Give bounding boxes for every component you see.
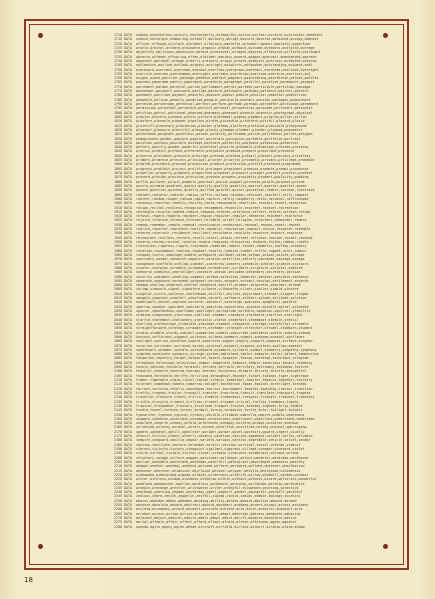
listing-line: 1830 DATA pomegranate,ponder,popcorn,popular,porcelain,porcupine,portable,portfolio,portrait bbox=[114, 136, 301, 141]
listing-line: 1880 DATA puffin,pullover,pulpit,pumpkin,punctual,punish,puppet,purchase,purple,purpose,pursue bbox=[114, 179, 305, 184]
listing-line: 1815 DATA plaintiff,planetary,plantation,plaster,plateau,platform,platinum,plausible,playground bbox=[114, 123, 307, 128]
listing-line: 2160 DATA undulate,unearth,uneasy,unfold,unforeseen,unhappy,uniform,unique,universe,unknown bbox=[114, 421, 299, 426]
listing-line: 2030 DATA sponsor,spontaneous,sportsman,spotlight,springtime,sprinkle,squadron,squirrel,stability bbox=[114, 309, 311, 313]
listing-line: 2040 DATA startle,statement,stationary,statistic,statue,steadfast,steamboat,steeple,stencil bbox=[114, 317, 299, 322]
listing-line: 1900 DATA rancher,random,ranger,ransom,rapid,rapture,rarely,raspberry,ratio,rational,rattlesnake bbox=[114, 196, 309, 201]
listing-line: 2000 DATA shadow,shallow,shamrock,shelter,shepherd,sheriff,shimmer,shipwreck,shoulder,shrewd bbox=[114, 283, 301, 288]
listing-line: 2245 DATA zealous,zebra,zenith,zeppelin,zestful,zigzag,zinnia,zodiac,zombie,zoology,zucchini bbox=[114, 494, 301, 499]
page-number: 18 bbox=[24, 576, 33, 584]
listing-line: 2150 DATA typewriter,typhoon,typical,tyranny,ukulele,ultimate,umbrella,umpire,unable,unanimous bbox=[114, 412, 305, 417]
listing-line: 2100 DATA thankful,theatre,theorem,therapy,thermal,thickness,thimble,thirsty,thistle,thoughtful bbox=[114, 369, 307, 374]
listing-line: 2180 DATA vampire,vanguard,vanilla,vapour,variety,various,varnish,vegetable,vehicle,velvet,vendor bbox=[114, 438, 311, 443]
listing-line: 2230 DATA woodland,woodpecker,woollen,wordless,workbench,workshop,worldwide,worship,worthwhile bbox=[114, 481, 305, 486]
listing-line: 1720 DATA officer,offhand,oilcloth,ointment,olfactory,omelette,onlooker,opener,operatic,opportune bbox=[114, 41, 311, 46]
listing-line: 2005 DATA shrimp,sidewalk,signal,signature,silence,silhouette,silver,similar,simple,sincere bbox=[114, 287, 299, 292]
listing-line: 2200 DATA voluntary,voyage,vulture,waggon,waistcoat,wallpaper,walnut,wanderer,wardrobe,warehouse bbox=[114, 455, 309, 460]
listing-line: 1745 DATA outlandish,outline,outlook,outpost,outright,outskirts,outspoken,outstanding,outward,oval bbox=[114, 63, 313, 68]
listing-line: 1910 DATA recipe,recital,reckless,recognise,recommend,reconcile,recorder,recover,recreation bbox=[114, 205, 299, 210]
listing-line: 2260 DATA acclaim,accompany,accord,account,accurate,achieve,acid,acorn,acoustic,acquaint,acre bbox=[114, 507, 303, 512]
listing-line: 1965 DATA runaway,rustic,sabotage,saddle,safeguard,sailboat,salad,salmon,saloon,salute,salvage bbox=[114, 252, 305, 257]
listing-line: 1845 DATA precise,predict,preface,preference,prejudice,premium,prepare,prescribe,presence bbox=[114, 149, 295, 154]
listing-line: 1980 DATA scooter,scorpion,scramble,scrapbook,screwdriver,scribble,scripture,sculptor,seabird bbox=[114, 265, 303, 270]
listing-line: 1855 DATA primary,primrose,princess,principal,printer,priority,prismatic,privacy,privilege,probable bbox=[114, 158, 315, 163]
listing-line: 2270 DATA adjacent,adjust,admiral,admire,admit,adopt,adore,adrift,advance,adventure,advice bbox=[114, 516, 297, 520]
listing-line: 1840 DATA pottery,poultry,powder,powerful,practical,prairie,preamble,precaution,precede,precious bbox=[114, 145, 309, 150]
listing-line: 2110 DATA timber,timetable,timid,tinsel,tiptoe,titanic,toadstool,toaster,tobacco,together,toiletry bbox=[114, 378, 313, 382]
listing-line: 1860 DATA problem,procedure,proceed,procession,produce,profession,profile,profound,programme bbox=[114, 162, 301, 167]
corner-dot-bottom-left bbox=[38, 544, 43, 549]
listing-line: 2165 DATA unlimited,unlucky,unravel,unrest,unseen,unselfish,unsettled,untidy,unusual,upbringing bbox=[114, 425, 307, 430]
listing-line: 2095 DATA tennis,tension,tentacle,terminal,terrace,terrible,territory,testimony,textbook,texture bbox=[114, 365, 309, 370]
listing-line: 2130 DATA traveller,treasure,treaty,trellis,tremble,tremendous,trespass,triangle,tribunal,tributary bbox=[114, 395, 315, 400]
listing-line: 1725 DATA oracle,orbital,orchard,ordinance,organic,orphan,outback,outcome,outdoors,outfield,outrage bbox=[114, 45, 315, 50]
listing-line: 1915 DATA rectangle,recycle,redeem,reduce,redwood,referee,reference,reflect,reform,refresh,refuge bbox=[114, 209, 311, 214]
corner-dot-top-left bbox=[38, 33, 43, 38]
listing-line: 2075 DATA sweetheart,swimmer,swindle,switchboard,sycamore,syllable,symbol,symmetry,sympathy,symphony bbox=[114, 347, 317, 352]
listing-line: 1810 DATA pinafore,pinnacle,pioneer,pipeline,pirate,pistachio,pitchfork,pitiful,placard,placid bbox=[114, 119, 305, 124]
listing-line: 1895 DATA radiant,radiator,radical,radius,raffle,railway,rainbow,raincoat,rainfall,rally,rampart bbox=[114, 192, 309, 197]
listing-line: 1770 DATA parchment,pardon,parental,parish,parliament,parrot,partake,participle,partition,passage bbox=[114, 84, 311, 89]
listing-line: 1750 DATA overboard,overcast,overcome,overdue,overflow,overgrown,overhaul,overhead,overlook,overnight bbox=[114, 67, 319, 72]
listing-line: 2190 DATA vibrant,vicinity,victory,viewpoint,vigilant,vigorous,village,vinegar,vineyard,violet bbox=[114, 447, 305, 451]
listing-line: 1885 DATA puzzle,pyramid,quadrant,quaint,qualify,quality,quantity,quarrel,quarter,quartet,queen bbox=[114, 183, 307, 188]
listing-line: 2250 DATA abacus,abandon,abbey,abdomen,abiding,ability,ablaze,aboard,abolish,abound,abroad bbox=[114, 498, 297, 503]
listing-line: 1765 DATA pancake,panorama,pantry,paperback,parachute,paragraph,parallel,paralyse,paramount,parapet bbox=[114, 80, 315, 85]
listing-line: 2170 DATA update,upheaval,uphill,upholster,upright,uproar,upset,upstairs,upward,urgent,usually bbox=[114, 429, 305, 434]
listing-line: 2045 DATA sterling,stethoscope,stimulate,stockade,stomach,stopwatch,storage,storyteller,straddle bbox=[114, 321, 309, 326]
listing-line: 2235 DATA wrangle,wreckage,wrestler,wristwatch,writer,wrongful,xylophone,yachting,yardstick bbox=[114, 485, 299, 490]
listing-line: 1715 DATA nuance,nostalgic,numbering,nutshell,obituary,oblige,obscure,observe,obtained,occupy,oddness bbox=[114, 37, 319, 42]
listing-line: 1865 DATA progress,prohibit,project,prolific,prologue,prominent,promise,promote,prompt,pronounce bbox=[114, 166, 309, 171]
listing-line: 1925 DATA rejoice,relative,release,relevant,reliable,relief,religion,reluctant,remainder,remark bbox=[114, 218, 307, 223]
listing-line: 1970 DATA sanctuary,sandal,sandwich,sapphire,sardine,satellite,satisfy,saucepan,sausage,savage bbox=[114, 257, 305, 262]
listing-line: 2085 DATA tangerine,tapestry,target,tarpaulin,tavern,taxpayer,teacup,teardrop,technique,telegram bbox=[114, 356, 309, 361]
listing-line: 2215 DATA whenever,wherever,whimsical,whirlwind,whisker,whisper,whistle,wholesome,wickedness bbox=[114, 468, 301, 473]
listing-line: 1835 DATA position,possess,possible,postage,postcard,posterity,postpone,potassium,potential bbox=[114, 140, 299, 145]
listing-line: 1920 DATA refusal,regard,regatta,regiment,region,register,regular,rehearse,reindeer,reinforce bbox=[114, 214, 303, 219]
listing-line: 1775 DATA passenger,passport,password,pastime,pasture,patchwork,pathway,patience,patriot,pattern bbox=[114, 89, 309, 94]
listing-line: 2090 DATA telephone,telescope,television,temper,temperate,tempest,temple,tenacious,tenant,tendency bbox=[114, 360, 313, 365]
listing-line: 2205 DATA warrior,washable,wasteland,watchman,waterfall,waterproof,wavelength,weakness,wealthy bbox=[114, 459, 305, 464]
listing-line: 2140 DATA tropical,troubadour,trousers,truckload,trumpet,trustee,tuesday,tugboat,tulip,tumble bbox=[114, 403, 303, 408]
listing-line: 2050 DATA straightforward,strategy,strawberry,streamer,strength,stretcher,strudel,stubborn,student bbox=[114, 326, 313, 331]
listing-line: 2070 DATA surprise,surrender,surround,survey,survival,suspect,suspend,sustain,swallow,sweater bbox=[114, 343, 303, 348]
listing-line: 2265 DATA acrobat,across,action,active,actor,actual,adapt,addition,address,adequate,adhesive bbox=[114, 511, 301, 516]
listing-line: 1960 DATA rotation,roundabout,routine,rowboat,royalty,rubbish,rudder,ruffle,rugged,ruler,rumour bbox=[114, 248, 307, 253]
listing-line: 2080 DATA symptom,syndicate,synopsis,syringe,system,tableland,tablet,tadpole,tailor,talent,tambourine bbox=[114, 352, 319, 357]
listing-line: 1930 DATA remedy,remember,remote,removal,renaissance,rendezvous,renewal,renown,repair,repeat bbox=[114, 222, 301, 227]
listing-line: 1905 DATA ravenous,reaction,readily,reality,realm,reasonable,rebellion,receipt,recent,reception bbox=[114, 201, 307, 206]
listing-line: 2105 DATA thousand,threshold,thrifty,thrilling,throughout,thunder,ticket,tidings,tiger,tightrope bbox=[114, 373, 309, 378]
corner-dot-bottom-right bbox=[383, 544, 388, 549]
listing-line: 1985 DATA seahorse,seamless,searchlight,seashore,season,secluded,secondary,secretary,section bbox=[114, 270, 301, 275]
listing-line: 2010 DATA singular,sizzle,skeleton,sketchbook,skillful,skyline,skyscraper,slender,slipper,slogan bbox=[114, 291, 309, 296]
listing-line: 1800 DATA petition,petrol,petticoat,phantom,pharmacy,pheasant,phoenix,phonetic,photograph,physical bbox=[114, 110, 313, 115]
listing-line: 1995 DATA separate,sequence,serenade,sergeant,serious,serpent,servant,session,settlement,seventh bbox=[114, 278, 309, 283]
listing-line: 2175 DATA utensil,utility,utmost,utterly,vacancy,vacation,vaccine,vagabond,valiant,valley,valuable bbox=[114, 434, 313, 439]
listing-line: 2145 DATA tundra,tunnel,turbine,turkey,turmoil,turnip,turquoise,turtle,tutor,twilight,twinkle bbox=[114, 408, 303, 413]
listing-line: 2210 DATA weapon,weather,weekday,weekend,welcome,welfare,westward,wetland,whatever,wheelbarrow bbox=[114, 464, 305, 469]
listing-line: 1735 DATA obverse,offbeat,offspring,often,oldtimer,omnibus,onward,opaque,opencast,openhanded,operate bbox=[114, 54, 317, 59]
listing-line: 2135 DATA trickle,tricycle,trident,trillion,trinket,triumph,trivial,trolley,trombone,trophy bbox=[114, 399, 299, 404]
listing-line: 1805 DATA pianist,piccolo,pickaxe,picnic,picture,piecemeal,pigeon,pigment,pilgrim,pillar,pillow bbox=[114, 114, 307, 119]
listing-line: 2280 DATA agenda,agile,agony,agree,ahead,aircraft,airfield,airline,airport,airship,alarm,album bbox=[114, 524, 305, 529]
listing-line: 1780 DATA pavement,pavilion,payment,peaceful,peacock,peanut,pebble,peculiar,pedestal,pedestrian bbox=[114, 93, 307, 98]
listing-line: 1940 DATA reserve,reservoir,residence,resilient,resistance,resolute,resource,respect,response bbox=[114, 231, 303, 236]
listing-line: 1790 DATA perceive,percentage,perennial,perfect,perform,perfume,perhaps,perimeter,periscope,permanent bbox=[114, 102, 319, 106]
listing-line: 1740 DATA opponent,optional,orange,orderly,ordinary,origin,ornate,outburst,outclass,outdated,outgrow bbox=[114, 58, 317, 63]
listing-line: 1955 DATA ridiculous,rigorous,ripple,riverbank,roadside,robust,rocket,romantic,rooftop,rosemary bbox=[114, 244, 307, 249]
listing-line: 2055 DATA studio,stumble,sturdy,subject,submarine,submit,subscribe,substance,subtle,suburb,subway bbox=[114, 330, 311, 335]
listing-line: 1850 DATA preserve,president,pressure,prestige,presume,pretend,prevail,prevent,previous,priceless bbox=[114, 153, 311, 158]
listing-line: 1935 DATA replica,reporter,represent,reptile,republic,reputation,request,rescue,research,resemble bbox=[114, 227, 311, 232]
listing-line: 1755 DATA overrule,oversee,overshadow,oversight,overtake,overthrow,overtime,overture,overturn,owl bbox=[114, 71, 311, 76]
listing-line: 2275 DATA aerial,affable,affair,affect,afford,afloat,afraid,afresh,afternoon,again,against bbox=[114, 520, 297, 525]
basic-data-listing bbox=[114, 33, 342, 546]
listing-line: 2065 DATA sunlight,sunrise,sunshine,superb,supervise,supper,supply,support,suppose,surface,surgeon bbox=[114, 339, 313, 344]
listing-line: 1990 DATA security,sediment,seedling,segment,seldom,selection,semester,senator,sensible,sentence bbox=[114, 274, 309, 279]
listing-line: 2120 DATA torrent,tortoise,totally,touchdown,tourist,tournament,towards,township,tractor,tradition bbox=[114, 386, 313, 391]
listing-line: 1710 DATA nobody,nonetheless,noisily,nonchalantly,noteworthy,notice,nuclear,nurture,nutcracker,obedient bbox=[114, 33, 323, 37]
listing-line: 2125 DATA traffic,tragedy,trailer,tranquil,transfer,transform,transit,translate,transport,trapeze bbox=[114, 390, 311, 395]
listing-line: 2255 DATA absence,absolute,absorb,abstract,absurd,abundant,academy,accent,accept,access,accident bbox=[114, 503, 309, 508]
listing-line: 1760 DATA oxygen,ozone,pacifier,package,paddock,padlock,pageant,painstaking,paintbrush,palace,palette bbox=[114, 76, 319, 81]
listing-line: 1820 DATA pleasant,pleasure,plentiful,plough,plucky,plumage,plumber,plunder,plywood,pneumatic bbox=[114, 127, 303, 132]
corner-dot-top-right bbox=[383, 33, 388, 38]
listing-line: 1730 DATA objectify,oblivious,obsessive,obtuse,occasional,octagon,odyssey,offensive,oilfield,onslaught bbox=[114, 50, 321, 55]
listing-line: 1825 DATA pocketbook,poignant,pointless,poison,polarity,policeman,polish,politeness,pollen,polygon bbox=[114, 132, 313, 137]
listing-line: 2025 DATA sparrow,speaker,specimen,spectacle,spectrum,speechless,spinach,spindle,spiral,splendid bbox=[114, 304, 309, 309]
listing-line: 1950 DATA reverse,review,revival,revolve,reward,rhapsody,rhinoceros,rhubarb,rhythm,ribbon,riddle bbox=[114, 240, 309, 244]
listing-line: 2185 DATA venison,ventilate,venture,verandah,verdict,version,vertical,vessel,veteran,viaduct bbox=[114, 442, 301, 447]
listing-line: 1875 DATA proverb,provide,province,provision,provoke,prowess,proximity,prudent,publicity,pudding bbox=[114, 175, 309, 180]
listing-line: 1870 DATA propeller,property,prophecy,proportion,proposal,prospect,prosper,protect,protein,protest bbox=[114, 171, 313, 175]
listing-line: 2195 DATA violin,virtual,visible,visitor,visual,vitamin,vivacious,vocabulary,volcano,volume bbox=[114, 451, 299, 456]
listing-line: 2155 DATA unaware,unbeaten,uncertain,uncommon,unconscious,undercover,underline,understand,undertake bbox=[114, 416, 315, 421]
listing-line: 1975 DATA saxophone,scaffold,scallop,scandal,scarecrow,scenery,schedule,scholar,science,scissors bbox=[114, 261, 309, 266]
listing-line: 1890 DATA quench,question,quicken,quietly,quilted,quintet,quiver,quotation,rabbit,raccoon,racetrack bbox=[114, 188, 315, 193]
listing-line: 2220 DATA wideawake,widespread,wigwam,wildcat,wilderness,wildlife,willow,windmill,window,windsor bbox=[114, 472, 309, 477]
listing-line: 2225 DATA winter,wireless,wisdom,wishbone,withdraw,within,without,witness,wizard,wolverine,wonderful bbox=[114, 477, 317, 482]
listing-line: 1795 DATA permission,perpetual,persevere,persist,personal,perspective,persuade,pertinent,pessimist bbox=[114, 106, 313, 111]
listing-line: 1945 DATA restaurant,restless,restore,result,retail,retain,retreat,retrieve,reunion,reveal,revenue bbox=[114, 235, 313, 240]
listing-line: 2035 DATA stadium,stagecoach,staircase,stallion,stammer,standard,starboard,starfish,starlight bbox=[114, 313, 303, 318]
listing-line: 2115 DATA tolerant,tomahawk,tomato,tomorrow,tonight,toothbrush,topaz,topical,torchlight,tornado bbox=[114, 382, 307, 387]
listing-line: 2240 DATA yearbook,yearning,yeoman,yesterday,yodel,yoghurt,yonder,youngster,yourself,youthful bbox=[114, 490, 303, 495]
listing-line: 2015 DATA smuggle,snapshot,snowfall,snowflake,society,software,soldier,solemn,solitude,solution bbox=[114, 296, 307, 301]
listing-line: 2060 DATA success,sufficient,suggest,suitcase,sultana,summary,summit,sunbeam,sundial,sunflower bbox=[114, 334, 305, 339]
listing-line: 2020 DATA somersault,sonnet,soprano,sorcerer,souvenir,sovereign,spacious,spaghetti,sparkle bbox=[114, 300, 297, 305]
listing-line: 1785 DATA peephole,pelican,penalty,pendulum,penguin,peninsula,pennant,pension,pentagon,peppermint bbox=[114, 97, 311, 102]
